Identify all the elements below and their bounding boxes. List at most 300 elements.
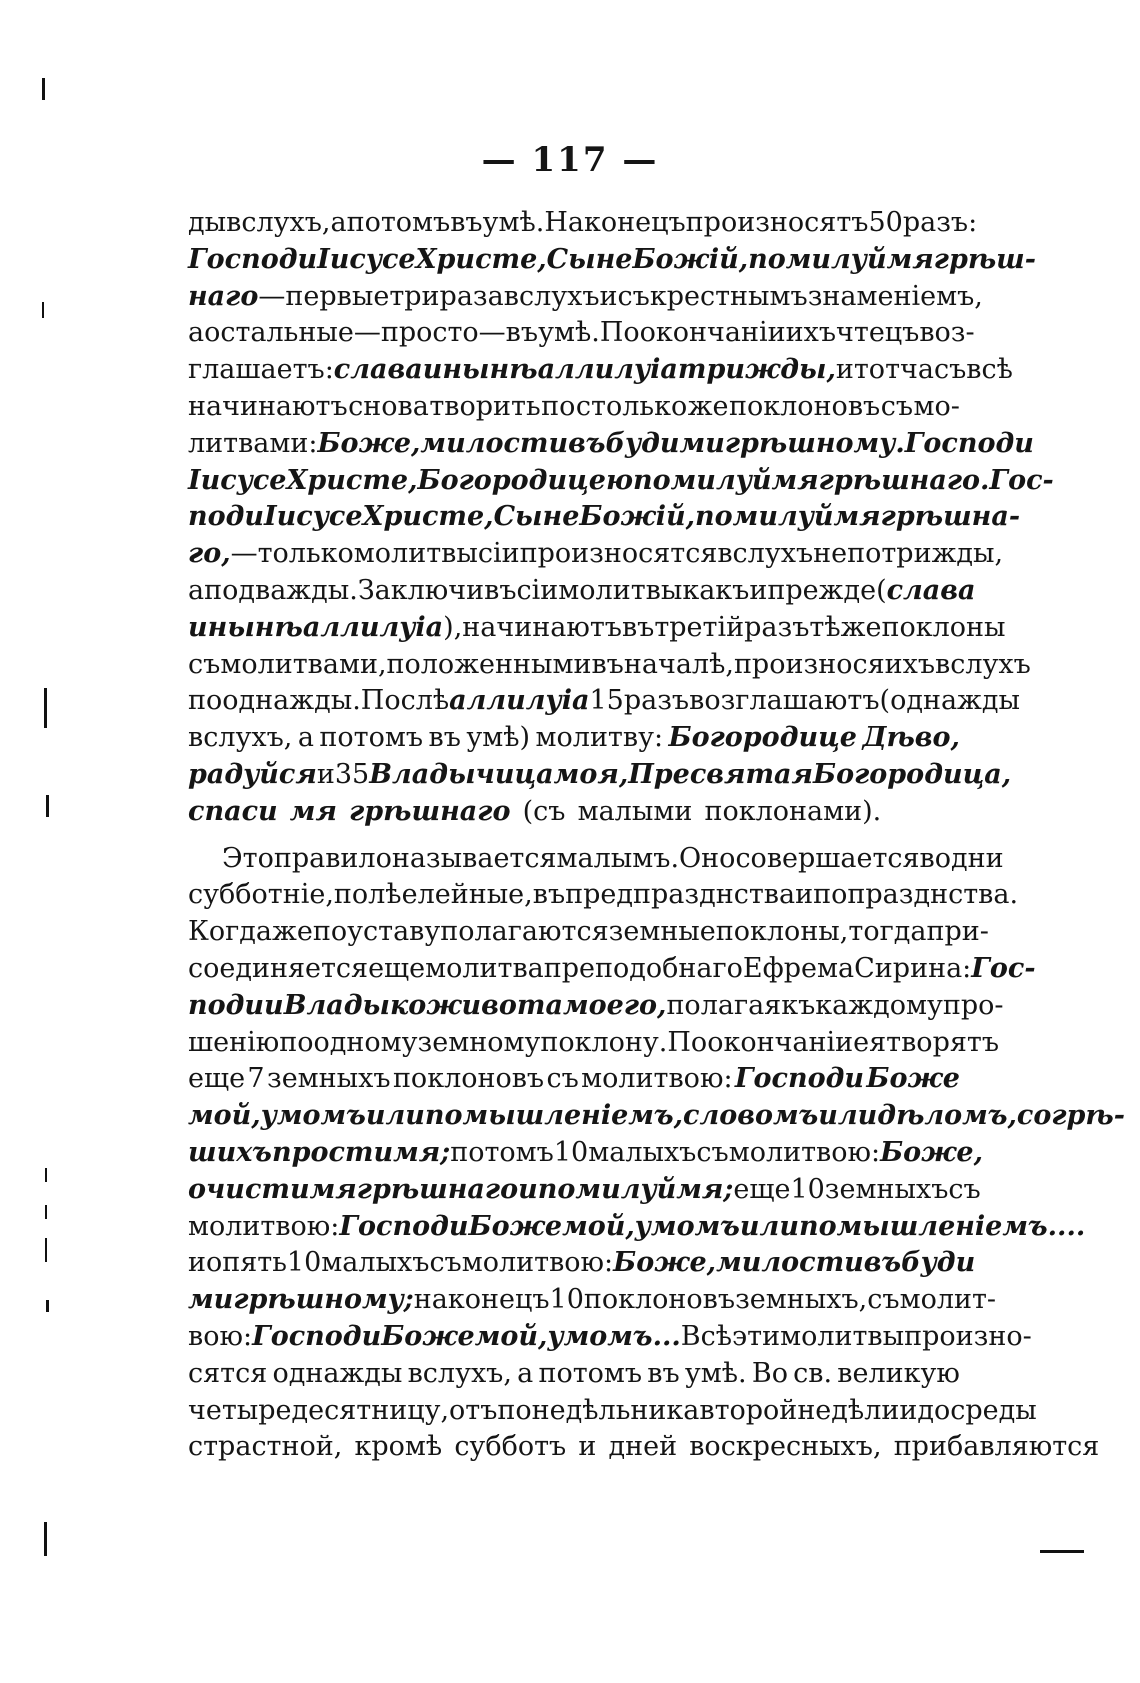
word: окончаніи bbox=[639, 317, 786, 349]
word: молитвою: bbox=[461, 1247, 614, 1279]
word: второй bbox=[699, 1394, 798, 1426]
word: земныхъ bbox=[824, 1173, 949, 1205]
word: тотчасъ bbox=[853, 354, 967, 386]
word: —только bbox=[230, 538, 354, 570]
italic-word: милостивъ bbox=[716, 1247, 902, 1279]
italic-word: мя bbox=[771, 464, 819, 496]
italic-word: помилуй bbox=[748, 243, 887, 275]
word: понедѣльника bbox=[497, 1394, 700, 1426]
word: вслухъ bbox=[935, 648, 1031, 680]
word: глашаетъ: bbox=[188, 354, 334, 386]
word: наконецъ bbox=[413, 1284, 550, 1316]
italic-word: поди bbox=[188, 989, 265, 1021]
word: уставу bbox=[347, 916, 441, 948]
text-line bbox=[188, 1061, 960, 1098]
word: земные bbox=[608, 916, 716, 948]
word: въ bbox=[591, 648, 624, 680]
text-line bbox=[188, 1245, 976, 1282]
italic-word: аллилуіа bbox=[302, 611, 444, 643]
word: малымъ. bbox=[556, 842, 680, 874]
word: не bbox=[813, 538, 848, 570]
italic-word: Гос- bbox=[989, 464, 1054, 496]
text-line bbox=[188, 1393, 1037, 1430]
italic-word: наго bbox=[188, 280, 259, 312]
word: окончаніи bbox=[707, 1026, 854, 1058]
word: однажды. bbox=[222, 685, 361, 717]
word: малыми bbox=[577, 795, 693, 827]
word: началѣ, bbox=[623, 648, 734, 680]
word: каждому bbox=[815, 989, 943, 1021]
italic-word: нынѣ bbox=[442, 354, 538, 386]
text-line bbox=[188, 647, 1031, 684]
margin-mark bbox=[44, 688, 47, 728]
italic-word: трижды, bbox=[677, 354, 836, 386]
word: еще bbox=[188, 1063, 246, 1095]
word: 7 bbox=[247, 1063, 265, 1095]
italic-word: Пресвятая bbox=[628, 758, 814, 790]
word: Сирина: bbox=[854, 952, 972, 984]
italic-word: Христе, bbox=[415, 243, 547, 275]
text-line bbox=[188, 426, 1034, 463]
text-line bbox=[188, 1319, 1032, 1356]
word: съ bbox=[429, 1247, 462, 1279]
word: св. bbox=[793, 1357, 833, 1389]
word: и bbox=[835, 354, 854, 386]
word: остальные—просто—въ bbox=[204, 317, 539, 349]
word: мо- bbox=[913, 390, 960, 422]
word: ( bbox=[876, 574, 887, 606]
word: По bbox=[599, 317, 640, 349]
italic-word: милостивъ bbox=[420, 427, 606, 459]
italic-word: Дѣво, bbox=[862, 722, 960, 754]
word: къ bbox=[781, 989, 816, 1021]
word: съ bbox=[188, 648, 221, 680]
word: земныхъ, bbox=[735, 1284, 868, 1316]
word: среды bbox=[950, 1394, 1037, 1426]
italic-word: и bbox=[264, 989, 284, 1021]
text-line bbox=[188, 610, 1006, 647]
italic-word: мой, bbox=[474, 1320, 548, 1352]
italic-word: Боже bbox=[866, 1063, 960, 1095]
italic-word: Іисусе bbox=[317, 243, 416, 275]
word: однажды bbox=[272, 1357, 403, 1389]
text-line bbox=[188, 914, 989, 951]
italic-word: умомъ... bbox=[547, 1320, 681, 1352]
word: сіи bbox=[516, 574, 559, 606]
word: поклоновъ bbox=[392, 1063, 545, 1095]
italic-word: помышленіемъ, bbox=[424, 1100, 683, 1132]
word: эти bbox=[732, 1320, 781, 1352]
italic-word: спаси bbox=[188, 795, 278, 827]
word: полагая bbox=[666, 989, 782, 1021]
word: вслухъ, bbox=[407, 1357, 512, 1389]
text-line bbox=[188, 988, 1004, 1025]
text-line bbox=[188, 877, 1019, 914]
word: и bbox=[316, 758, 335, 790]
margin-mark bbox=[45, 1168, 47, 1182]
italic-word: слава bbox=[886, 574, 976, 606]
word: съ bbox=[617, 280, 650, 312]
word: а bbox=[297, 722, 314, 754]
word: творятъ bbox=[886, 1026, 999, 1058]
word: —первые bbox=[258, 280, 390, 312]
word: съ bbox=[546, 1063, 579, 1095]
word: правило bbox=[273, 842, 392, 874]
italic-word: Христе, bbox=[286, 464, 418, 496]
word: молитвами, bbox=[220, 648, 387, 680]
word: а bbox=[188, 574, 205, 606]
text-line bbox=[188, 1356, 960, 1393]
word: по bbox=[847, 538, 882, 570]
italic-word: или bbox=[818, 1100, 878, 1132]
word: шенію bbox=[188, 1026, 280, 1058]
word: Ефрема bbox=[742, 952, 855, 984]
word: 50 bbox=[868, 207, 903, 238]
word: Наконецъ bbox=[544, 207, 686, 238]
word: 10 bbox=[790, 1173, 825, 1205]
word: называется bbox=[391, 842, 557, 874]
italic-word: грѣшному. bbox=[724, 427, 905, 459]
italic-word: помилуй bbox=[633, 464, 772, 496]
word: про- bbox=[942, 989, 1004, 1021]
text-line bbox=[188, 1098, 1125, 1135]
italic-word: моя, bbox=[553, 758, 629, 790]
word: же bbox=[840, 611, 882, 643]
word: и bbox=[795, 879, 814, 911]
italic-word: буди bbox=[901, 1247, 976, 1279]
text-line bbox=[188, 794, 960, 831]
word: же bbox=[272, 916, 313, 948]
word: при- bbox=[926, 916, 989, 948]
italic-word: шихъ bbox=[188, 1136, 272, 1168]
italic-word: мя bbox=[289, 795, 337, 827]
word: воз- bbox=[919, 317, 975, 349]
word: разъ bbox=[744, 611, 810, 643]
word: потомъ bbox=[450, 1136, 554, 1168]
word: съ bbox=[880, 390, 914, 422]
word: и bbox=[578, 1431, 597, 1463]
italic-word: Богородицею bbox=[417, 464, 633, 496]
italic-word: грѣшнаго bbox=[349, 795, 511, 827]
text-line bbox=[188, 683, 1020, 720]
word: а bbox=[330, 207, 347, 238]
word: въ bbox=[532, 879, 566, 911]
italic-word: прости bbox=[271, 1136, 394, 1168]
word: литвами: bbox=[188, 427, 318, 459]
word: прежде bbox=[767, 574, 877, 606]
word: разъ: bbox=[902, 207, 978, 238]
word: Послѣ bbox=[360, 685, 450, 717]
word: великую bbox=[837, 1357, 960, 1389]
word: четыредесятницу, bbox=[188, 1394, 450, 1426]
italic-word: и bbox=[422, 354, 443, 386]
word: сятся bbox=[188, 1357, 268, 1389]
word: земныхъ bbox=[266, 1063, 391, 1095]
word: ея bbox=[853, 1026, 887, 1058]
word: умѣ. bbox=[684, 1357, 747, 1389]
italic-word: умомъ bbox=[260, 1100, 366, 1132]
word: дважды. bbox=[238, 574, 358, 606]
italic-word: Господи bbox=[188, 243, 318, 275]
word: а bbox=[188, 317, 205, 349]
italic-word: грѣш- bbox=[933, 243, 1036, 275]
word: страстной, bbox=[188, 1431, 343, 1463]
word: 10 bbox=[286, 1247, 322, 1279]
word: потомъ bbox=[346, 207, 451, 238]
italic-word: или bbox=[365, 1100, 425, 1132]
italic-word: Боже bbox=[468, 1210, 563, 1242]
italic-word: мя; bbox=[393, 1136, 451, 1168]
word: снова bbox=[348, 390, 429, 422]
word: раза bbox=[439, 280, 504, 312]
word: соединяется bbox=[188, 952, 369, 984]
word: въ bbox=[647, 1357, 680, 1389]
italic-word: буди bbox=[605, 427, 680, 459]
word: отъ bbox=[449, 1394, 498, 1426]
italic-word: Боже, bbox=[880, 1136, 984, 1168]
text-line bbox=[188, 1209, 1086, 1246]
text-line bbox=[188, 1282, 997, 1319]
italic-word: мой, bbox=[188, 1100, 261, 1132]
word: ), bbox=[443, 611, 463, 643]
word: по bbox=[188, 685, 223, 717]
text-line bbox=[188, 1172, 981, 1209]
word: въ bbox=[428, 722, 461, 754]
text-line bbox=[188, 841, 1004, 878]
italic-word: грѣшному; bbox=[233, 1284, 414, 1316]
word: (однажды bbox=[879, 685, 1020, 717]
word: молит- bbox=[899, 1284, 997, 1316]
word: и bbox=[599, 280, 618, 312]
word: Во bbox=[751, 1357, 788, 1389]
margin-mark bbox=[45, 1238, 47, 1262]
word: умѣ. bbox=[538, 317, 600, 349]
italic-word: грѣшна- bbox=[880, 501, 1021, 533]
body-text bbox=[188, 205, 1125, 1466]
text-line bbox=[188, 463, 1054, 500]
italic-word: Гос- bbox=[971, 952, 1036, 984]
margin-mark bbox=[1040, 1550, 1084, 1553]
word: по bbox=[279, 1026, 314, 1058]
italic-word: аллилуіа bbox=[537, 354, 678, 386]
italic-word: Божій, bbox=[579, 501, 696, 533]
text-line bbox=[188, 573, 976, 610]
word: возглашаютъ bbox=[689, 685, 880, 717]
word: же bbox=[687, 390, 729, 422]
italic-word: слава bbox=[333, 354, 423, 386]
margin-mark bbox=[44, 1522, 47, 1556]
italic-word: ми bbox=[679, 427, 725, 459]
word: поклоновъ bbox=[583, 1284, 736, 1316]
margin-mark bbox=[46, 795, 49, 817]
word: по bbox=[312, 916, 348, 948]
word: разъ bbox=[623, 685, 690, 717]
word: и bbox=[899, 1394, 918, 1426]
word: въ bbox=[621, 611, 655, 643]
word: молитвы bbox=[780, 1320, 905, 1352]
text-line bbox=[188, 315, 975, 352]
italic-word: мой, bbox=[562, 1210, 635, 1242]
italic-word: грѣшнаго bbox=[356, 1173, 519, 1205]
text-line bbox=[188, 1135, 984, 1172]
word: въ bbox=[450, 207, 483, 238]
italic-word: мя; bbox=[676, 1173, 734, 1205]
word: дней bbox=[608, 1431, 678, 1463]
word: съ bbox=[948, 1173, 981, 1205]
word: попразднства. bbox=[813, 879, 1019, 911]
word: положенными bbox=[386, 648, 592, 680]
word: недѣли bbox=[797, 1394, 900, 1426]
margin-mark bbox=[42, 302, 44, 318]
italic-word: моего, bbox=[562, 989, 667, 1021]
word: поклоны, bbox=[715, 916, 849, 948]
word: поклоны bbox=[881, 611, 1006, 643]
italic-word: Сыне bbox=[493, 501, 580, 533]
word: Оно bbox=[679, 842, 736, 874]
italic-word: Богородица, bbox=[813, 758, 1012, 790]
italic-word: и bbox=[518, 1173, 538, 1205]
word: произнося bbox=[733, 648, 885, 680]
word: опять bbox=[206, 1247, 287, 1279]
word: крестнымъ bbox=[649, 280, 808, 312]
italic-word: радуйся bbox=[188, 758, 317, 790]
italic-word: словомъ bbox=[683, 1100, 819, 1132]
word: преподобнаго bbox=[543, 952, 743, 984]
text-line bbox=[188, 1429, 1100, 1466]
word: по bbox=[204, 574, 239, 606]
word: 35 bbox=[334, 758, 370, 790]
word: предпразднства bbox=[565, 879, 796, 911]
italic-word: помилуй bbox=[537, 1173, 677, 1205]
word: совершается bbox=[735, 842, 920, 874]
word: третій bbox=[654, 611, 745, 643]
italic-word: Владыко bbox=[283, 989, 427, 1021]
word: умѣ) bbox=[466, 722, 531, 754]
word: поклонами). bbox=[704, 795, 882, 827]
italic-word: мя bbox=[833, 501, 881, 533]
word: тѣ bbox=[809, 611, 841, 643]
text-line bbox=[188, 499, 1021, 536]
text-line bbox=[188, 279, 983, 316]
italic-word: и bbox=[188, 611, 208, 643]
word: Всѣ bbox=[680, 1320, 733, 1352]
word: чтецъ bbox=[836, 317, 920, 349]
text-line bbox=[188, 720, 960, 757]
italic-word: аллилуіа bbox=[449, 685, 590, 717]
word: молитвы bbox=[353, 538, 478, 570]
word: По bbox=[667, 1026, 708, 1058]
word: молитвы bbox=[558, 574, 683, 606]
word: знаменіемъ, bbox=[807, 280, 983, 312]
word: потомъ bbox=[538, 1357, 643, 1389]
word: молитвою: bbox=[728, 1136, 881, 1168]
word: молитва bbox=[425, 952, 544, 984]
margin-mark bbox=[46, 1300, 49, 1312]
word: вслухъ bbox=[503, 280, 600, 312]
page-number: — 117 — bbox=[481, 140, 659, 180]
word: вслухъ, bbox=[188, 722, 293, 754]
word: всѣ bbox=[966, 354, 1013, 386]
italic-word: мя bbox=[309, 1173, 357, 1205]
word: одному bbox=[313, 1026, 418, 1058]
italic-word: Боже, bbox=[317, 427, 421, 459]
word: потомъ bbox=[319, 722, 424, 754]
italic-word: Господи bbox=[904, 427, 1034, 459]
word: воскресныхъ, bbox=[689, 1431, 882, 1463]
italic-word: мя bbox=[886, 243, 934, 275]
italic-word: или bbox=[739, 1210, 799, 1242]
word: 10 bbox=[549, 1284, 584, 1316]
text-line bbox=[188, 757, 1012, 794]
word: начинаютъ bbox=[462, 611, 622, 643]
italic-word: Іисусе bbox=[264, 501, 363, 533]
word: Это bbox=[222, 842, 274, 874]
word: малыхъ bbox=[588, 1136, 697, 1168]
word: произносятъ bbox=[685, 207, 869, 238]
italic-word: Сыне bbox=[546, 243, 633, 275]
text-line bbox=[188, 352, 1013, 389]
word: субботніе, bbox=[188, 879, 334, 911]
word: поклоновъ bbox=[729, 390, 881, 422]
italic-word: Христе, bbox=[362, 501, 494, 533]
word: съ bbox=[696, 1136, 729, 1168]
italic-word: дѣломъ, bbox=[877, 1100, 1017, 1132]
word: Когда bbox=[188, 916, 273, 948]
word: до bbox=[917, 1394, 951, 1426]
italic-word: Іисусе bbox=[188, 464, 287, 496]
word: дни bbox=[951, 842, 1004, 874]
margin-mark bbox=[42, 78, 45, 100]
word: молитвою: bbox=[188, 1210, 340, 1242]
margin-mark bbox=[45, 1205, 47, 1219]
word: умѣ. bbox=[482, 207, 545, 238]
word: съ bbox=[867, 1284, 900, 1316]
italic-word: Господи bbox=[734, 1063, 865, 1095]
italic-word: согрѣ- bbox=[1016, 1100, 1125, 1132]
word: вслухъ bbox=[717, 538, 814, 570]
italic-word: ми bbox=[188, 1284, 234, 1316]
word: ды bbox=[188, 207, 227, 238]
text-line bbox=[188, 1025, 999, 1062]
italic-word: нынѣ bbox=[207, 611, 303, 643]
italic-word: Боже, bbox=[613, 1247, 717, 1279]
word: молитву: bbox=[535, 722, 664, 754]
word: тогда bbox=[848, 916, 927, 948]
italic-word: го, bbox=[188, 538, 231, 570]
word: столько bbox=[575, 390, 688, 422]
italic-word: очисти bbox=[188, 1173, 310, 1205]
word: вою: bbox=[188, 1320, 253, 1352]
italic-word: Господи bbox=[339, 1210, 469, 1242]
text-line bbox=[188, 389, 960, 426]
italic-word: помилуй bbox=[695, 501, 834, 533]
word: во bbox=[919, 842, 952, 874]
word: малыхъ bbox=[321, 1247, 430, 1279]
word: еще bbox=[368, 952, 426, 984]
italic-word: Владычица bbox=[369, 758, 554, 790]
word: творить bbox=[429, 390, 541, 422]
word: произно- bbox=[904, 1320, 1032, 1352]
word: сіи bbox=[477, 538, 520, 570]
text-line bbox=[188, 205, 978, 242]
word: 10 bbox=[553, 1136, 589, 1168]
word: и bbox=[188, 1247, 206, 1279]
word: произносятся bbox=[519, 538, 718, 570]
text-line bbox=[188, 242, 1036, 279]
word: (съ bbox=[522, 795, 566, 827]
word: еще bbox=[733, 1173, 791, 1205]
word: молитвою: bbox=[581, 1063, 733, 1095]
